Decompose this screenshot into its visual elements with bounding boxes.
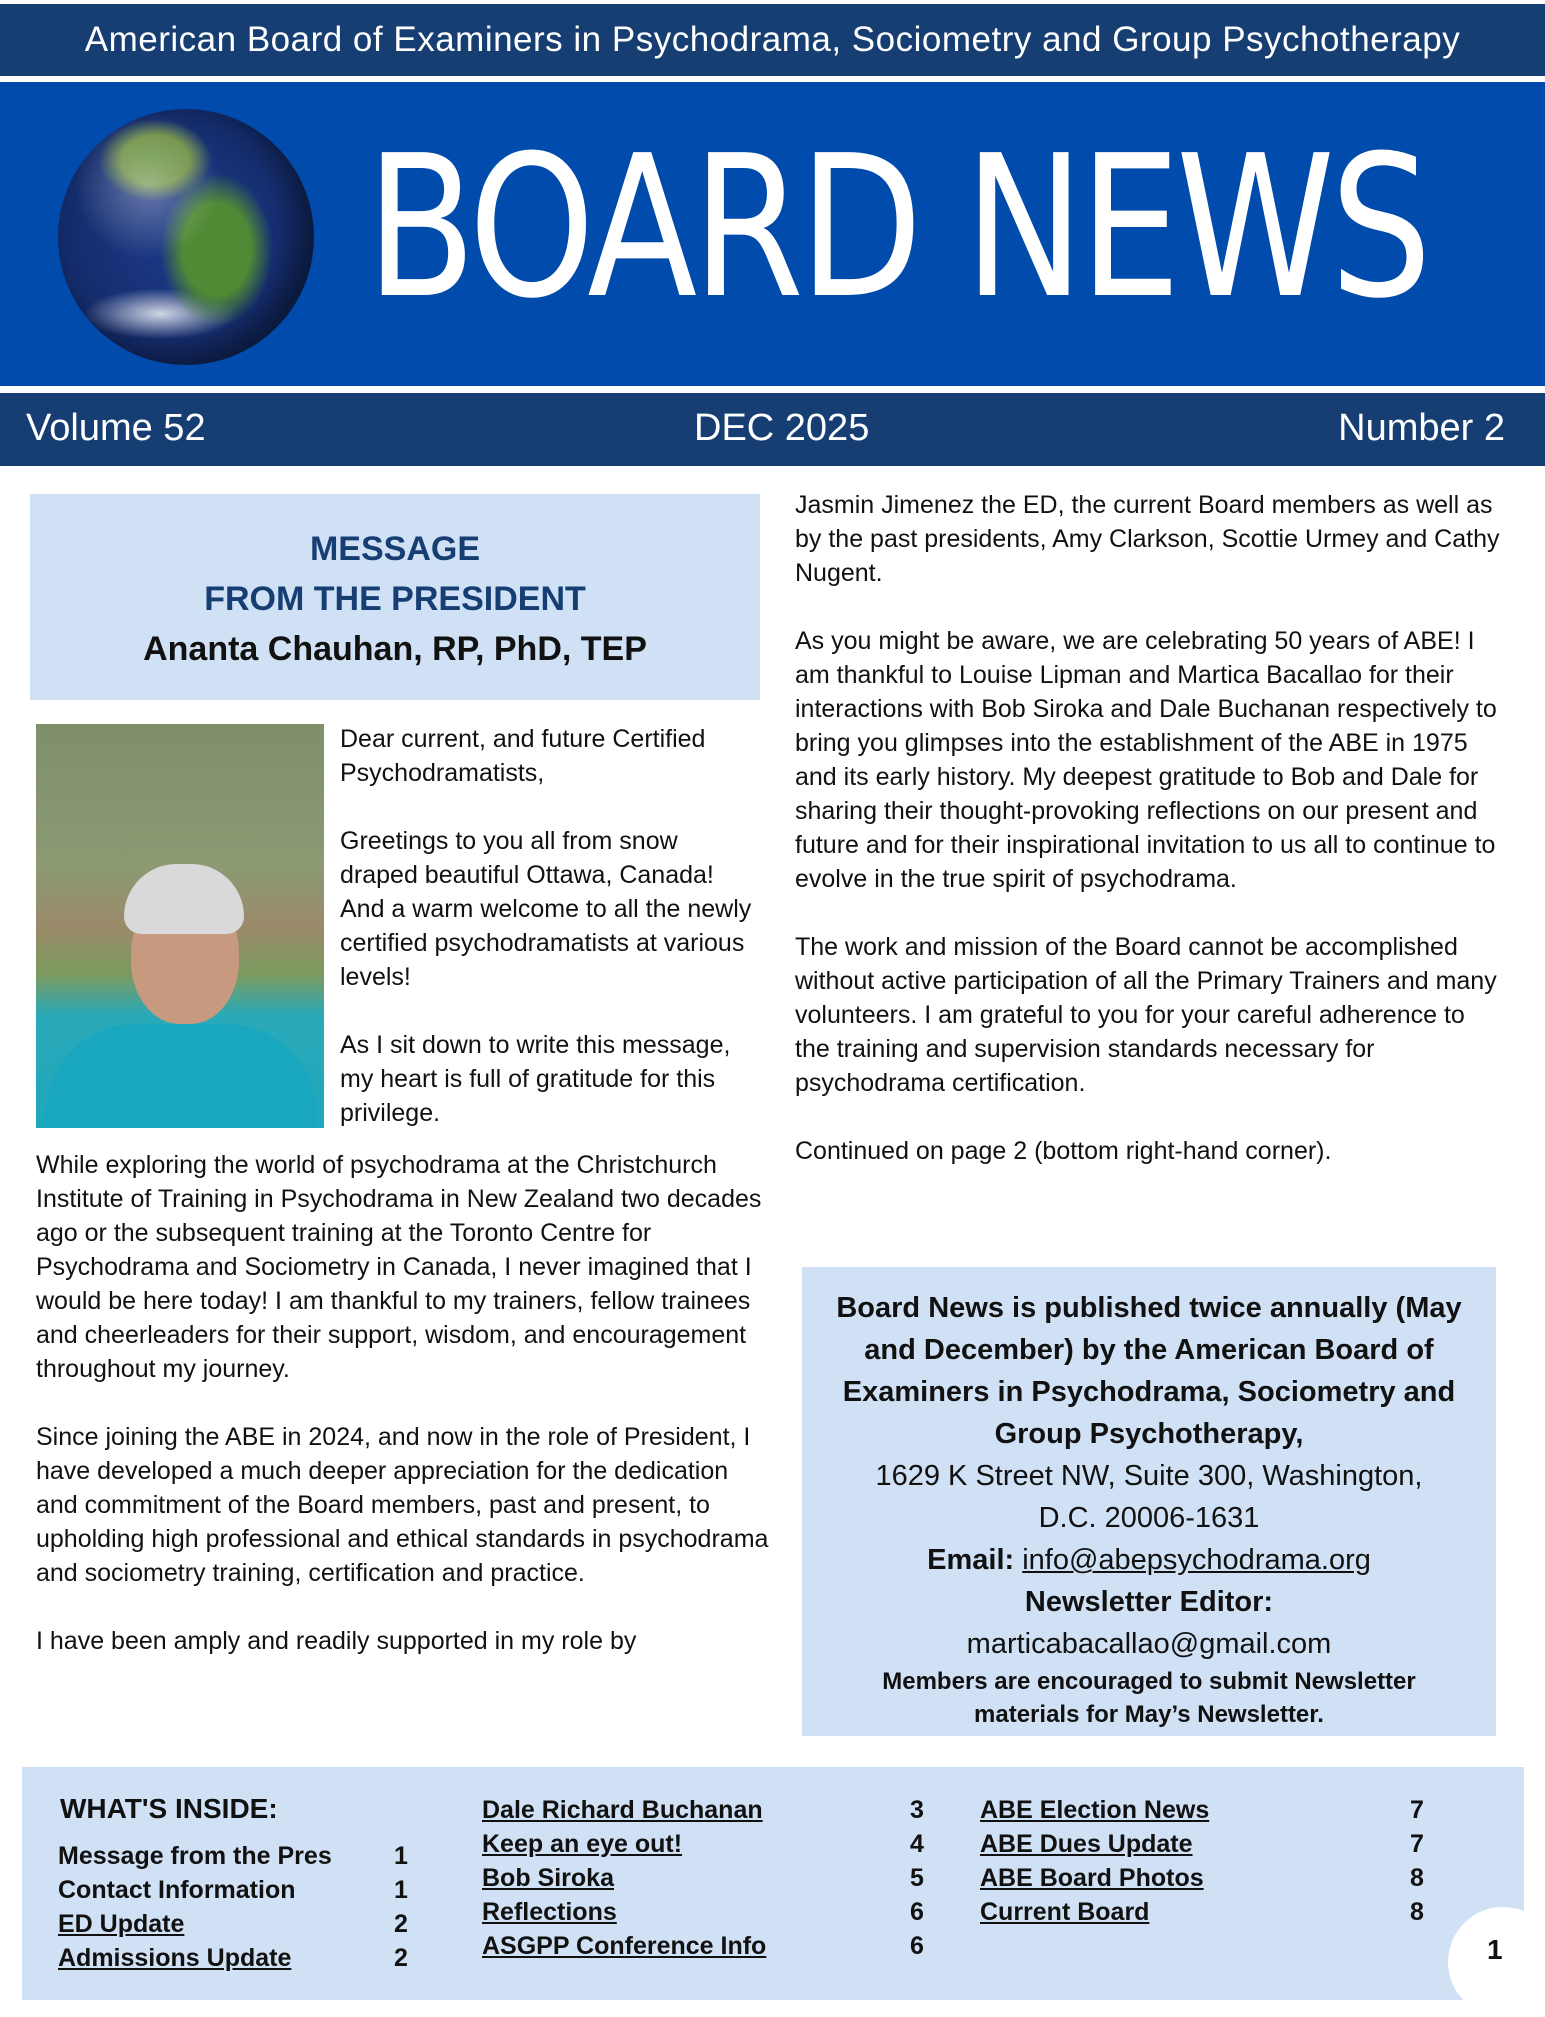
toc-page: 5 <box>910 1864 924 1892</box>
toc-page: 3 <box>910 1796 924 1824</box>
toc-link-keep-an-eye-out[interactable]: Keep an eye out! <box>482 1830 683 1858</box>
paragraph: Dear current, and future Certified Psychodramatists, <box>340 725 706 787</box>
toc-link-ed-update[interactable]: ED Update <box>58 1910 185 1938</box>
toc-page: 7 <box>1410 1796 1424 1824</box>
issue-date: DEC 2025 <box>694 407 870 449</box>
president-photo <box>36 724 324 1128</box>
toc-link-board-photos[interactable]: ABE Board Photos <box>980 1864 1204 1892</box>
paragraph: Jasmin Jimenez the ED, the current Board members as well as by the past presidents, Amy Clarkson, Scottie Urmey and Cathy Nugent. <box>795 491 1500 587</box>
volume-label: Volume 52 <box>26 407 206 449</box>
paragraph: The work and mission of the Board cannot be accomplished without active participation of all the Primary Trainers and many volunteers. I am grateful to you for your careful adherence to the training and supervision standards necessary for psychodrama certification. <box>795 933 1497 1097</box>
toc-item: Contact Information <box>58 1876 296 1904</box>
toc-link-reflections[interactable]: Reflections <box>482 1898 617 1926</box>
paragraph: I have been amply and readily supported in my role by <box>36 1627 637 1655</box>
address-line-1: 1629 K Street NW, Suite 300, Washington, <box>875 1460 1423 1492</box>
toc-link-bob-siroka[interactable]: Bob Siroka <box>482 1864 614 1892</box>
org-name-banner <box>0 4 1545 76</box>
email-row <box>832 1539 1466 1581</box>
masthead-title: BOARD NEWS <box>366 114 1428 342</box>
toc-item: Message from the Pres <box>58 1842 332 1870</box>
title-line-1: MESSAGE <box>309 530 481 568</box>
org-name: American Board of Examiners in Psychodrama, Sociometry and Group Psychotherapy <box>84 20 1461 59</box>
toc-page: 6 <box>910 1932 924 1960</box>
toc-page: 8 <box>1410 1864 1424 1892</box>
email-link[interactable]: info@abepsychodrama.org <box>1022 1544 1371 1576</box>
toc-page: 2 <box>394 1910 408 1938</box>
author-name: Ananta Chauhan, RP, PhD, TEP <box>143 630 647 668</box>
contact-info-box <box>802 1267 1496 1736</box>
issue-number: Number 2 <box>1338 407 1505 449</box>
paragraph: As I sit down to write this message, my heart is full of gratitude for this privilege. <box>340 1031 731 1127</box>
continued-note: Continued on page 2 (bottom right-hand corner). <box>795 1137 1332 1165</box>
editor-label: Newsletter Editor: <box>1024 1586 1274 1618</box>
toc-link-election-news[interactable]: ABE Election News <box>980 1796 1210 1824</box>
editor-email: marticabacallao@gmail.com <box>966 1628 1332 1660</box>
paragraph: While exploring the world of psychodrama at the Christchurch Institute of Training in Psychodrama in New Zealand two decades ago or the subsequent training at the Toronto Centre for Psychodrama and Sociometry in Canada, I never imagined that I would be here today! I am thankful to my trainers, fellow trainees and cheerleaders for their support, wisdom, and encouragement throughout my journey. <box>36 1151 762 1383</box>
toc-page: 6 <box>910 1898 924 1926</box>
message-body-left <box>36 1148 771 1692</box>
publication-statement: Board News is published twice annually (May and December) by the American Board of Examiners in Psychodrama, Sociometry and Group Psychotherapy, <box>836 1292 1462 1450</box>
address-line-2: D.C. 20006-1631 <box>1038 1502 1260 1534</box>
toc-link-asgpp-conference[interactable]: ASGPP Conference Info <box>482 1932 767 1960</box>
toc-heading: WHAT'S INSIDE: <box>60 1793 278 1824</box>
toc-link-admissions-update[interactable]: Admissions Update <box>58 1944 292 1972</box>
toc-page: 1 <box>394 1876 408 1904</box>
globe-icon <box>58 109 314 365</box>
president-message-header <box>30 494 760 700</box>
paragraph: Since joining the ABE in 2024, and now in the role of President, I have developed a much deeper appreciation for the dedication and commitment of the Board members, past and present, to upholding high professional and ethical standards in psychodrama and sociometry training, certification and practice. <box>36 1423 769 1587</box>
paragraph: Greetings to you all from snow draped beautiful Ottawa, Canada! And a warm welcome to all the newly certified psychodramatists at various levels! <box>340 827 752 991</box>
page-number: 1 <box>1487 1934 1503 1965</box>
email-label: Email: <box>927 1544 1015 1576</box>
submission-note: Members are encouraged to submit Newsletter materials for May’s Newsletter. <box>882 1668 1416 1728</box>
toc-page: 7 <box>1410 1830 1424 1858</box>
masthead <box>0 82 1545 386</box>
toc-link-dues-update[interactable]: ABE Dues Update <box>980 1830 1193 1858</box>
whats-inside <box>22 1767 1524 2000</box>
toc-page: 8 <box>1410 1898 1424 1926</box>
photo-shirt <box>46 1024 316 1128</box>
title-line-2: FROM THE PRESIDENT <box>204 580 586 618</box>
toc-link-current-board[interactable]: Current Board <box>980 1898 1150 1926</box>
toc-page: 1 <box>394 1842 408 1870</box>
toc-link-dale-buchanan[interactable]: Dale Richard Buchanan <box>482 1796 763 1824</box>
toc-page: 2 <box>394 1944 408 1972</box>
message-body-right <box>795 488 1505 1202</box>
section-title <box>30 524 760 624</box>
photo-hair <box>124 864 244 934</box>
paragraph: As you might be aware, we are celebrating 50 years of ABE! I am thankful to Louise Lipman and Martica Bacallao for their interactions with Bob Siroka and Dale Buchanan respectively to bring you glimpses into the establishment of the ABE in 1975 and its early history. My deepest gratitude to Bob and Dale for sharing their thought-provoking reflections on our present and future and for their inspirational invitation to us all to continue to evolve in the true spirit of psychodrama. <box>795 627 1497 893</box>
toc-page: 4 <box>910 1830 924 1858</box>
message-intro <box>340 722 760 1164</box>
issue-bar <box>0 393 1545 466</box>
